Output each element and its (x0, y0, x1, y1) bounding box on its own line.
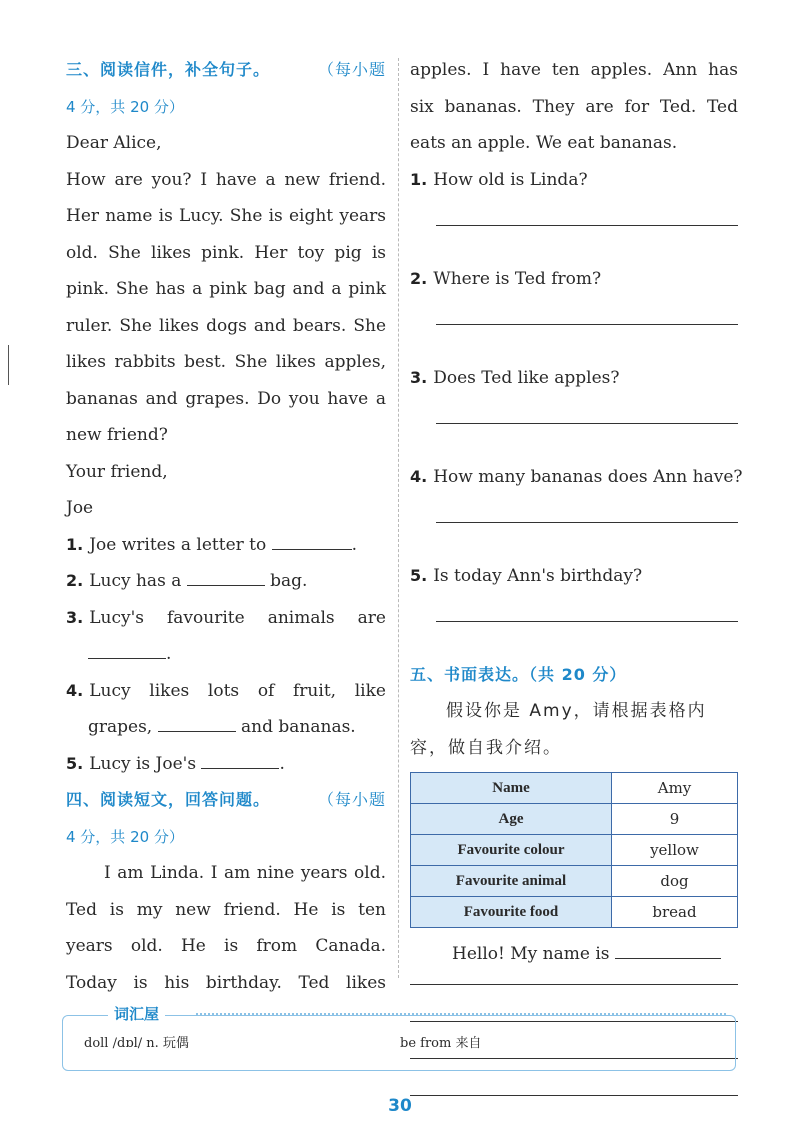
question-text: Does Ted like apples? (433, 367, 620, 388)
letter-line: Her name is Lucy. She is eight years (66, 206, 386, 226)
question-number: 2. (66, 571, 84, 590)
writing-line[interactable] (410, 983, 738, 985)
fill-blank[interactable] (615, 942, 721, 959)
question-word: are (357, 607, 386, 628)
section4-points-b: 4 分，共 20 分） (66, 827, 184, 846)
letter-line: new friend? (66, 425, 168, 445)
table-value: bread (612, 897, 738, 928)
fill-blank[interactable] (201, 752, 279, 769)
left-column (66, 52, 386, 1001)
question-number: 4. (410, 466, 428, 486)
s4-question-2 (410, 261, 738, 298)
writing-start (410, 936, 738, 973)
s3-question-1 (66, 527, 386, 564)
answer-line[interactable] (436, 224, 738, 226)
question-word: of (257, 680, 275, 701)
page-number: 30 (388, 1096, 412, 1116)
s4-question-3 (410, 360, 738, 397)
question-word: favourite (167, 607, 245, 628)
letter-line: likes rabbits best. She likes apples, (66, 352, 386, 372)
question-end: . (351, 534, 358, 555)
table-row (411, 866, 738, 897)
question-text: Joe writes a letter to (89, 534, 267, 555)
question-number: 3. (410, 367, 428, 387)
column-divider (398, 58, 399, 978)
letter-line: Joe (66, 498, 94, 518)
section3-heading (66, 52, 386, 89)
question-number: 1. (410, 169, 428, 189)
question-text-after: bag. (270, 571, 308, 591)
s4-question-1 (410, 162, 738, 199)
letter-line: How are you? I have a new friend. (66, 169, 386, 190)
fill-blank[interactable] (158, 715, 236, 732)
answer-line[interactable] (436, 323, 738, 325)
table-row (411, 897, 738, 928)
letter-line: bananas and grapes. Do you have a (66, 388, 386, 409)
vocab-dotted-rule (196, 1013, 726, 1015)
question-end: . (166, 644, 172, 664)
section4-points-a: （每小题 (317, 790, 386, 809)
vocab-title: 词汇屋 (108, 1003, 165, 1024)
writing-start-text: Hello! My name is (452, 944, 610, 964)
question-text: Lucy is Joe's (89, 753, 197, 774)
fill-blank[interactable] (187, 569, 265, 586)
question-end: . (279, 753, 285, 774)
right-column (410, 52, 743, 1096)
s4-answer-row (410, 620, 738, 657)
letter-line: old. She likes pink. Her toy pig is (66, 242, 386, 263)
question-number: 3. (66, 607, 84, 627)
section4-title: 四、阅读短文，回答问题。 (66, 790, 271, 809)
section4-heading (66, 782, 386, 819)
s4-answer-row (410, 422, 738, 459)
table-key: Age (411, 804, 612, 835)
s3-question-5 (66, 746, 386, 783)
margin-mark (8, 345, 9, 385)
s3-question-2 (66, 563, 386, 600)
answer-line[interactable] (436, 422, 738, 424)
table-row (411, 804, 738, 835)
table-value: yellow (612, 835, 738, 866)
table-row (411, 835, 738, 866)
s4-question-5 (410, 558, 738, 595)
passage-line: Ted is my new friend. He is ten (66, 899, 386, 920)
question-word: likes (149, 680, 190, 701)
question-number: 1. (66, 534, 84, 554)
question-word: Lucy (89, 680, 131, 701)
letter-line: Your friend, (66, 461, 168, 482)
table-value: Amy (612, 773, 738, 804)
s3-question-4 (66, 673, 386, 710)
question-text: How many bananas does Ann have? (433, 466, 743, 487)
question-text-after: and bananas. (241, 717, 356, 737)
question-text: grapes, (88, 717, 153, 737)
section5-prompt: 容，做自我介绍。 (410, 737, 562, 758)
passage-line: six bananas. They are for Ted. Ted (410, 96, 738, 117)
table-key: Favourite animal (411, 866, 612, 897)
table-key: Favourite food (411, 897, 612, 928)
s4-answer-row (410, 224, 738, 261)
question-number: 5. (66, 753, 84, 773)
answer-line[interactable] (436, 521, 738, 523)
table-key: Favourite colour (411, 835, 612, 866)
info-table (410, 772, 738, 928)
s3-question-3-cont (66, 636, 386, 673)
letter-line: ruler. She likes dogs and bears. She (66, 315, 386, 336)
table-value: 9 (612, 804, 738, 835)
letter-line: pink. She has a pink bag and a pink (66, 279, 386, 299)
question-word: Lucy's (89, 607, 144, 628)
section5-prompt: 假设你是 Amy，请根据表格内 (446, 701, 707, 721)
s3-question-3 (66, 600, 386, 637)
section3-points-a: （每小题 (317, 60, 386, 79)
section3-title: 三、阅读信件，补全句子。 (66, 60, 271, 79)
question-word: fruit, (293, 680, 337, 701)
fill-blank[interactable] (272, 533, 352, 550)
section5-title: 五、书面表达。（共 20 分） (410, 664, 627, 684)
answer-line[interactable] (436, 620, 738, 622)
question-number: 4. (66, 680, 84, 700)
table-key: Name (411, 773, 612, 804)
vocab-item: be from 来自 (400, 1036, 482, 1051)
s4-question-4 (410, 459, 743, 496)
section3-points-b: 4 分，共 20 分） (66, 97, 184, 116)
passage-line: apples. I have ten apples. Ann has (410, 60, 738, 80)
letter-line: Dear Alice, (66, 133, 162, 153)
question-text: Is today Ann's birthday? (433, 565, 643, 586)
passage-line: years old. He is from Canada. (66, 936, 386, 956)
passage-line: Today is his birthday. Ted likes (66, 972, 386, 993)
question-number: 5. (410, 565, 428, 585)
passage-line: eats an apple. We eat bananas. (410, 133, 678, 153)
table-row (411, 773, 738, 804)
table-value: dog (612, 866, 738, 897)
question-word: like (354, 680, 386, 701)
s3-question-4-cont (66, 709, 386, 746)
vocab-item: doll /dɒl/ n. 玩偶 (84, 1036, 189, 1051)
passage-line: I am Linda. I am nine years old. (104, 863, 386, 883)
question-text: Lucy has a (89, 571, 182, 591)
question-word: lots (207, 680, 240, 701)
s4-answer-row (410, 521, 738, 558)
fill-blank[interactable] (88, 642, 166, 659)
question-text: How old is Linda? (433, 169, 588, 190)
question-number: 2. (410, 268, 428, 288)
question-text: Where is Ted from? (433, 268, 602, 289)
question-word: animals (267, 607, 335, 628)
s4-answer-row (410, 323, 738, 360)
